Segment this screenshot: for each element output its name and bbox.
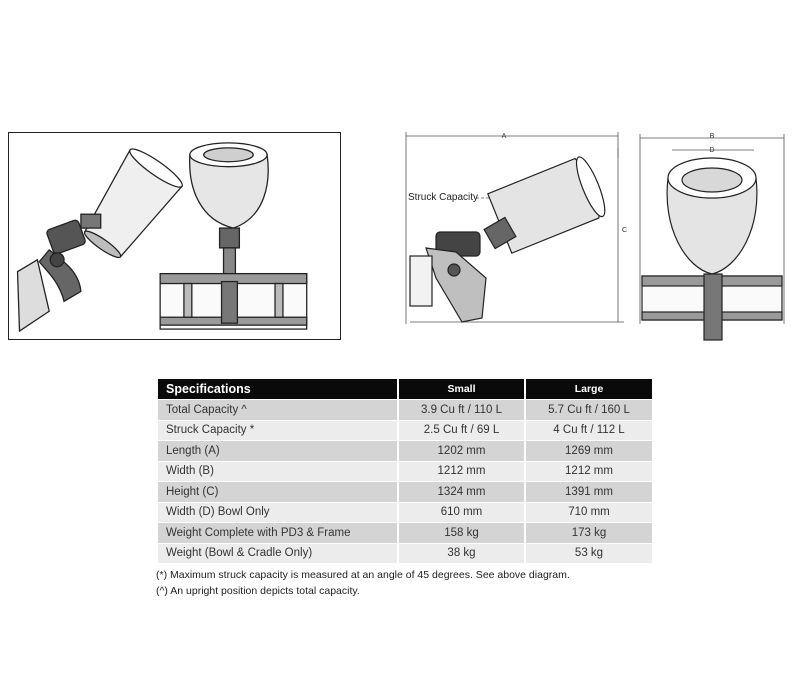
row-label: Weight (Bowl & Cradle Only)	[158, 543, 398, 564]
row-label: Width (B)	[158, 461, 398, 482]
table-row	[158, 420, 652, 441]
table-row	[158, 502, 652, 523]
row-large-value: 173 kg	[525, 523, 652, 544]
table-row	[158, 400, 652, 421]
upright-bowl-view	[160, 143, 307, 329]
row-large-value: 53 kg	[525, 543, 652, 564]
table-row	[158, 461, 652, 482]
header-specifications: Specifications	[158, 379, 398, 400]
footnote-struck: (*) Maximum struck capacity is measured at an angle of 45 degrees. See above diagram.	[156, 569, 570, 581]
row-large-value: 1269 mm	[525, 441, 652, 462]
table-row	[158, 482, 652, 503]
row-small-value: 1212 mm	[398, 461, 525, 482]
dimension-drawing	[396, 128, 786, 348]
row-small-value: 2.5 Cu ft / 69 L	[398, 420, 525, 441]
row-large-value: 4 Cu ft / 112 L	[525, 420, 652, 441]
front-view-mixer	[642, 158, 782, 340]
row-large-value: 5.7 Cu ft / 160 L	[525, 400, 652, 421]
row-label: Total Capacity ^	[158, 400, 398, 421]
header-small: Small	[398, 379, 525, 400]
row-small-value: 38 kg	[398, 543, 525, 564]
row-small-value: 610 mm	[398, 502, 525, 523]
label-c: C	[622, 227, 628, 234]
row-label: Width (D) Bowl Only	[158, 502, 398, 523]
side-view-mixer	[410, 154, 610, 322]
row-large-value: 710 mm	[525, 502, 652, 523]
row-small-value: 3.9 Cu ft / 110 L	[398, 400, 525, 421]
table-row	[158, 543, 652, 564]
row-small-value: 1202 mm	[398, 441, 525, 462]
row-label: Length (A)	[158, 441, 398, 462]
struck-capacity-label: Struck Capacity	[408, 192, 479, 203]
dimension-diagram	[396, 128, 786, 348]
mixer-photo-panel	[8, 132, 341, 340]
row-label: Weight Complete with PD3 & Frame	[158, 523, 398, 544]
label-d: D	[709, 147, 715, 154]
row-label: Height (C)	[158, 482, 398, 503]
footnotes	[156, 568, 570, 599]
row-large-value: 1391 mm	[525, 482, 652, 503]
mixer-illustration	[9, 133, 340, 339]
row-small-value: 1324 mm	[398, 482, 525, 503]
row-label: Struck Capacity *	[158, 420, 398, 441]
table-row	[158, 441, 652, 462]
table-header-row	[158, 379, 652, 400]
row-large-value: 1212 mm	[525, 461, 652, 482]
row-small-value: 158 kg	[398, 523, 525, 544]
specifications-table	[158, 379, 652, 564]
label-a: A	[501, 133, 507, 140]
footnote-total: (^) An upright position depicts total capacity.	[156, 584, 360, 597]
header-large: Large	[525, 379, 652, 400]
table-row	[158, 523, 652, 544]
label-b: B	[709, 133, 715, 140]
